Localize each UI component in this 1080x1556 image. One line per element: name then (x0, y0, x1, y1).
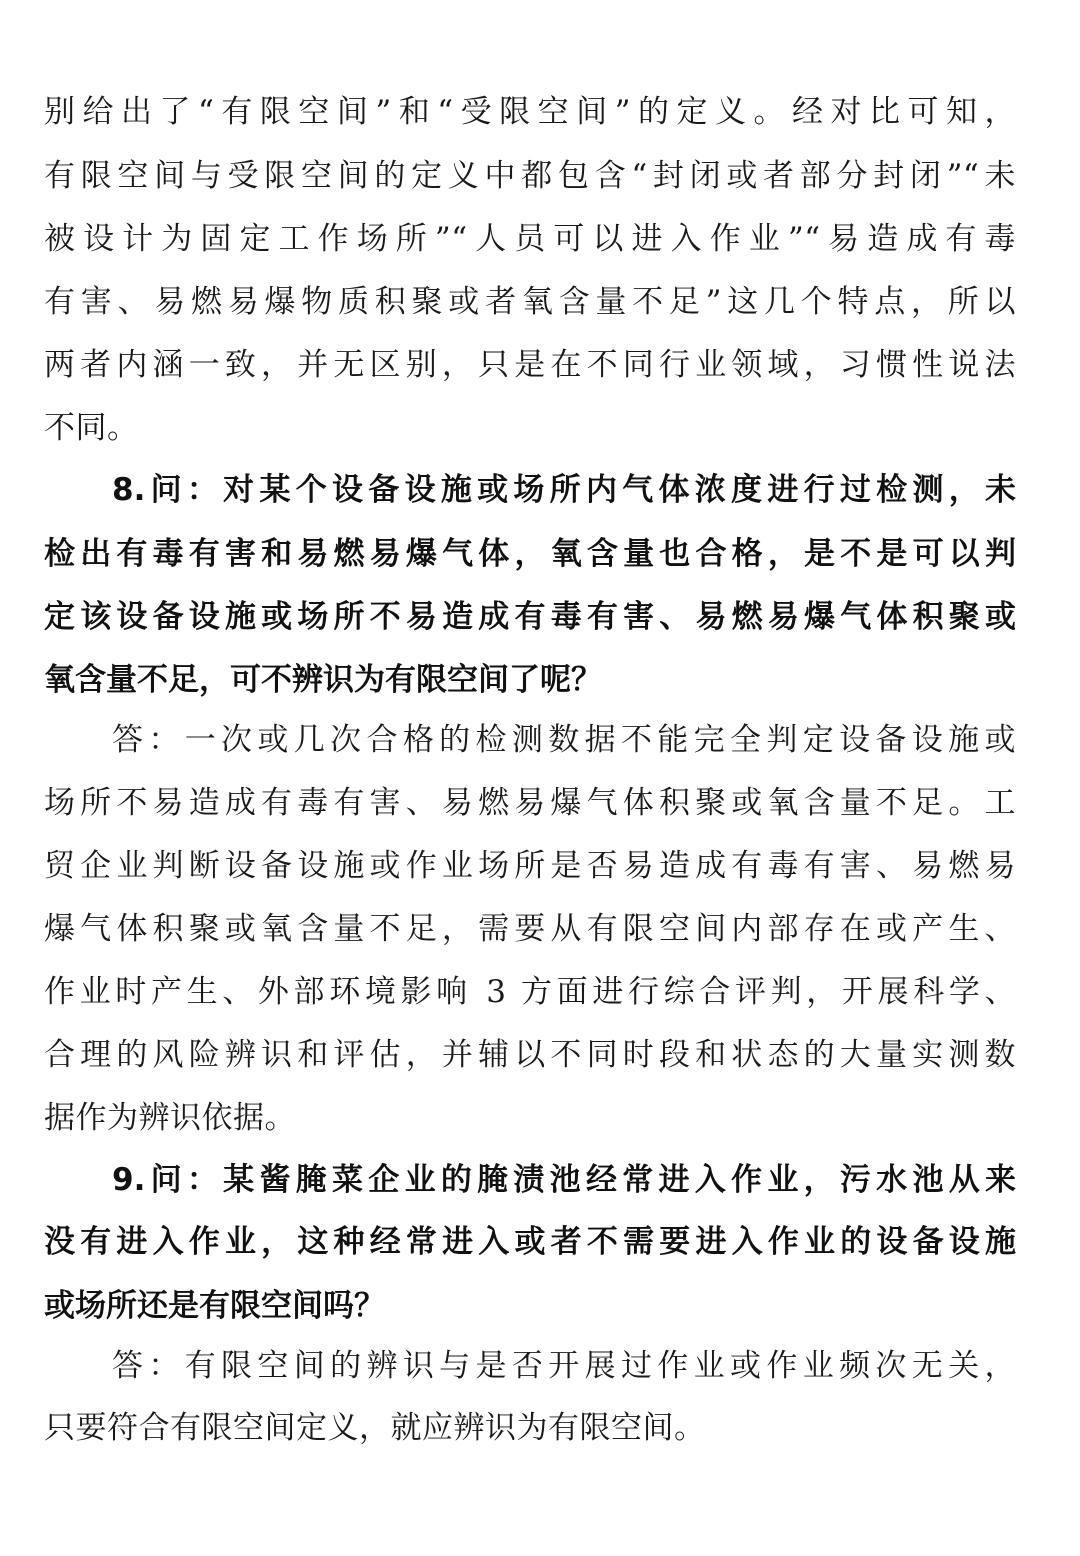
answer-line: 答：一次或几次合格的检测数据不能完全判定设备设施或 (112, 722, 1016, 758)
question-line: 检出有毒有害和易燃易爆气体，氧含量也合格，是不是可以判 (44, 536, 1016, 572)
answer-line: 爆气体积聚或氧含量不足，需要从有限空间内部存在或产生、 (44, 911, 1016, 947)
answer-line: 只要符合有限空间定义，就应辨识为有限空间。 (44, 1410, 706, 1446)
answer-line: 贸企业判断设备设施或作业场所是否易造成有毒有害、易燃易 (44, 848, 1016, 884)
answer-line: 据作为辨识依据。 (44, 1100, 296, 1136)
question-line: 定该设备设施或场所不易造成有毒有害、易燃易爆气体积聚或 (44, 599, 1016, 635)
question-line: 9.问：某酱腌菜企业的腌渍池经常进入作业，污水池从来 (112, 1162, 1016, 1198)
text-line: 被设计为固定工作场所”“人员可以进入作业”“易造成有毒 (44, 221, 1016, 257)
answer-line: 作业时产生、外部环境影响 3 方面进行综合评判，开展科学、 (44, 974, 1016, 1010)
question-line: 没有进入作业，这种经常进入或者不需要进入作业的设备设施 (44, 1224, 1016, 1260)
question-line: 或场所还是有限空间吗？ (44, 1288, 385, 1324)
answer-line: 答：有限空间的辨识与是否开展过作业或作业频次无关， (112, 1348, 1016, 1384)
text-line: 两者内涵一致，并无区别，只是在不同行业领域，习惯性说法 (44, 347, 1016, 383)
answer-line: 合理的风险辨识和评估，并辅以不同时段和状态的大量实测数 (44, 1037, 1016, 1073)
question-line: 氧含量不足，可不辨识为有限空间了呢？ (44, 662, 602, 698)
text-line: 有害、易燃易爆物质积聚或者氧含量不足”这几个特点，所以 (44, 284, 1016, 320)
answer-line: 场所不易造成有毒有害、易燃易爆气体积聚或氧含量不足。工 (44, 785, 1016, 821)
text-line: 不同。 (44, 410, 139, 446)
text-line: 有限空间与受限空间的定义中都包含“封闭或者部分封闭”“未 (44, 158, 1016, 194)
text-line: 别给出了“有限空间”和“受限空间”的定义。经对比可知， (44, 94, 1016, 130)
question-line: 8.问：对某个设备设施或场所内气体浓度进行过检测，未 (112, 472, 1016, 508)
